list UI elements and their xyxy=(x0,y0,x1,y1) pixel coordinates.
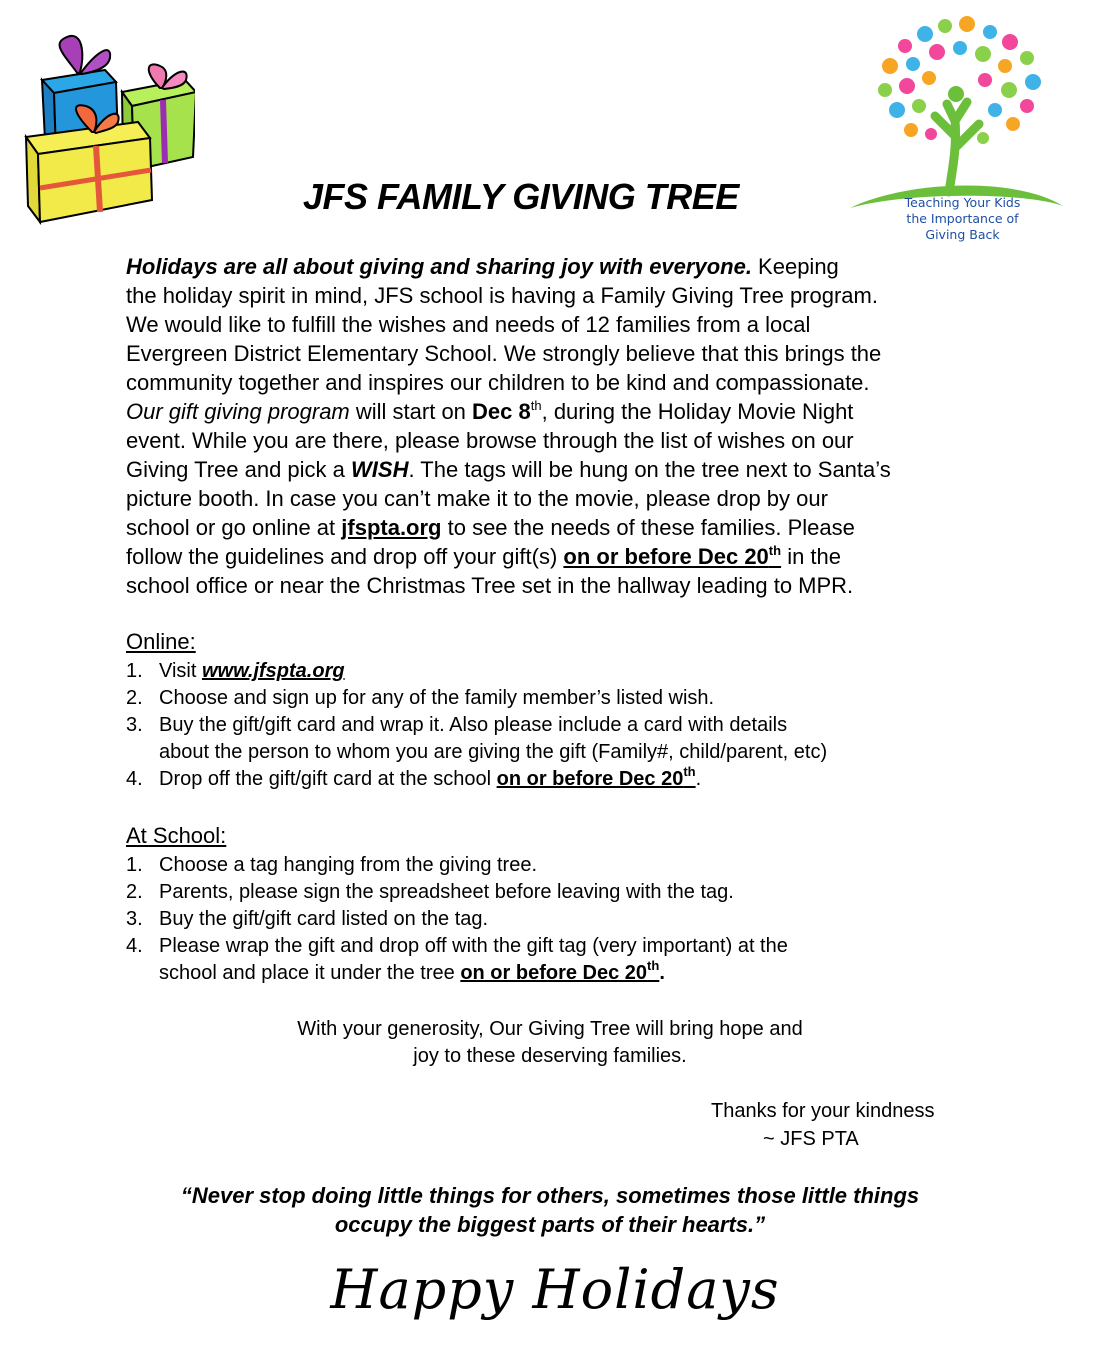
intro-text: We would like to fulfill the wishes and needs of 12 families from a local xyxy=(126,312,811,337)
school-step xyxy=(126,852,1026,879)
deadline-text xyxy=(563,544,781,569)
step-number: 2. xyxy=(126,687,143,709)
intro-text: community together and inspires our children to be kind and compassionate. xyxy=(126,370,870,395)
intro-text: picture booth. In case you can’t make it to the movie, please drop by our xyxy=(126,486,828,511)
step-number: 4. xyxy=(126,935,143,957)
step-number: 1. xyxy=(126,854,143,876)
school-step xyxy=(126,906,1026,933)
step-text: Buy the gift/gift card listed on the tag. xyxy=(159,908,489,930)
step-number: 2. xyxy=(126,881,143,903)
intro-text: Keeping xyxy=(751,254,839,279)
online-step xyxy=(126,766,1026,793)
logo-caption xyxy=(870,195,1055,243)
intro-text: the holiday spirit in mind, JFS school is having a Family Giving Tree program. xyxy=(126,283,878,308)
logo-caption-line: the Importance of xyxy=(906,211,1019,226)
step-text: school and place it under the tree xyxy=(159,962,461,984)
step-text: . xyxy=(695,768,702,790)
school-steps xyxy=(126,852,1026,987)
intro-text: . The tags will be hung on the tree next to Santa’s xyxy=(408,457,891,482)
step-text: Choose a tag hanging from the giving tree. xyxy=(159,854,538,876)
intro-lead: Holidays are all about giving and sharing joy with everyone. xyxy=(126,254,752,279)
online-steps xyxy=(126,658,1026,793)
start-date-suffix: th xyxy=(530,397,542,413)
closing-message xyxy=(100,1016,1000,1070)
step-number: 3. xyxy=(126,908,143,930)
happy-holidays-greeting: Happy Holidays xyxy=(330,1258,780,1321)
program-name: Our gift giving program xyxy=(126,399,350,424)
online-step xyxy=(126,685,1026,712)
intro-text: school office or near the Christmas Tree set in the hallway leading to MPR. xyxy=(126,573,854,598)
deadline-suffix: th xyxy=(647,958,660,974)
signoff xyxy=(711,1097,934,1153)
deadline-suffix: th xyxy=(683,764,696,780)
school-step xyxy=(126,933,1026,987)
intro-text: in the xyxy=(781,544,842,569)
step-text: Buy the gift/gift card and wrap it. Also please include a card with details xyxy=(159,714,788,736)
start-date: Dec 8 xyxy=(472,399,531,424)
step-text: Visit xyxy=(159,660,202,682)
closing-line: joy to these deserving families. xyxy=(413,1045,687,1067)
school-heading: At School: xyxy=(126,823,227,848)
jfspta-url-link[interactable]: www.jfspta.org xyxy=(201,660,345,682)
quote-line: “Never stop doing little things for others, sometimes those little things xyxy=(180,1183,920,1208)
deadline-date: on or before Dec 20 xyxy=(460,962,648,984)
intro-text: , during the Holiday Movie Night xyxy=(541,399,854,424)
step-text: Drop off the gift/gift card at the school xyxy=(159,768,497,790)
online-step xyxy=(126,658,1026,685)
page-title: JFS FAMILY GIVING TREE xyxy=(303,176,739,217)
school-step xyxy=(126,879,1026,906)
intro-text: follow the guidelines and drop off your gift(s) xyxy=(126,544,564,569)
intro-text: to see the needs of these families. Please xyxy=(441,515,855,540)
deadline-date: on or before Dec 20 xyxy=(563,544,769,569)
step-number: 4. xyxy=(126,768,143,790)
intro-text: school or go online at xyxy=(126,515,342,540)
jfspta-link[interactable]: jfspta.org xyxy=(341,515,442,540)
deadline-date: on or before Dec 20 xyxy=(496,768,684,790)
deadline-suffix: th xyxy=(768,542,782,558)
logo-caption-line: Teaching Your Kids xyxy=(904,195,1021,210)
intro-text: Evergreen District Elementary School. We strongly believe that this brings the xyxy=(126,341,882,366)
step-text: Please wrap the gift and drop off with the gift tag (very important) at the xyxy=(159,935,788,957)
step-number: 3. xyxy=(126,714,143,736)
step-text: . xyxy=(659,962,665,984)
step-text: Parents, please sign the spreadsheet before leaving with the tag. xyxy=(159,881,734,903)
intro-text: event. While you are there, please browse through the list of wishes on our xyxy=(126,428,854,453)
wish-emphasis: WISH xyxy=(351,457,409,482)
quote xyxy=(100,1181,1000,1239)
online-step xyxy=(126,712,1026,766)
online-heading: Online: xyxy=(126,629,196,654)
step-text: about the person to whom you are giving the gift (Family#, child/parent, etc) xyxy=(159,741,828,763)
intro-text: will start on xyxy=(349,399,473,424)
intro-text: Giving Tree and pick a xyxy=(126,457,352,482)
intro-paragraph xyxy=(126,252,1026,600)
gift-boxes-illustration xyxy=(20,22,195,227)
signoff-line: Thanks for your kindness xyxy=(711,1100,935,1122)
quote-line: occupy the biggest parts of their hearts.” xyxy=(334,1212,766,1237)
logo-caption-line: Giving Back xyxy=(925,227,1000,242)
step-text: Choose and sign up for any of the family member’s listed wish. xyxy=(159,687,715,709)
step-number: 1. xyxy=(126,660,143,682)
signoff-signature: ~ JFS PTA xyxy=(763,1128,859,1150)
closing-line: With your generosity, Our Giving Tree will bring hope and xyxy=(297,1018,803,1040)
